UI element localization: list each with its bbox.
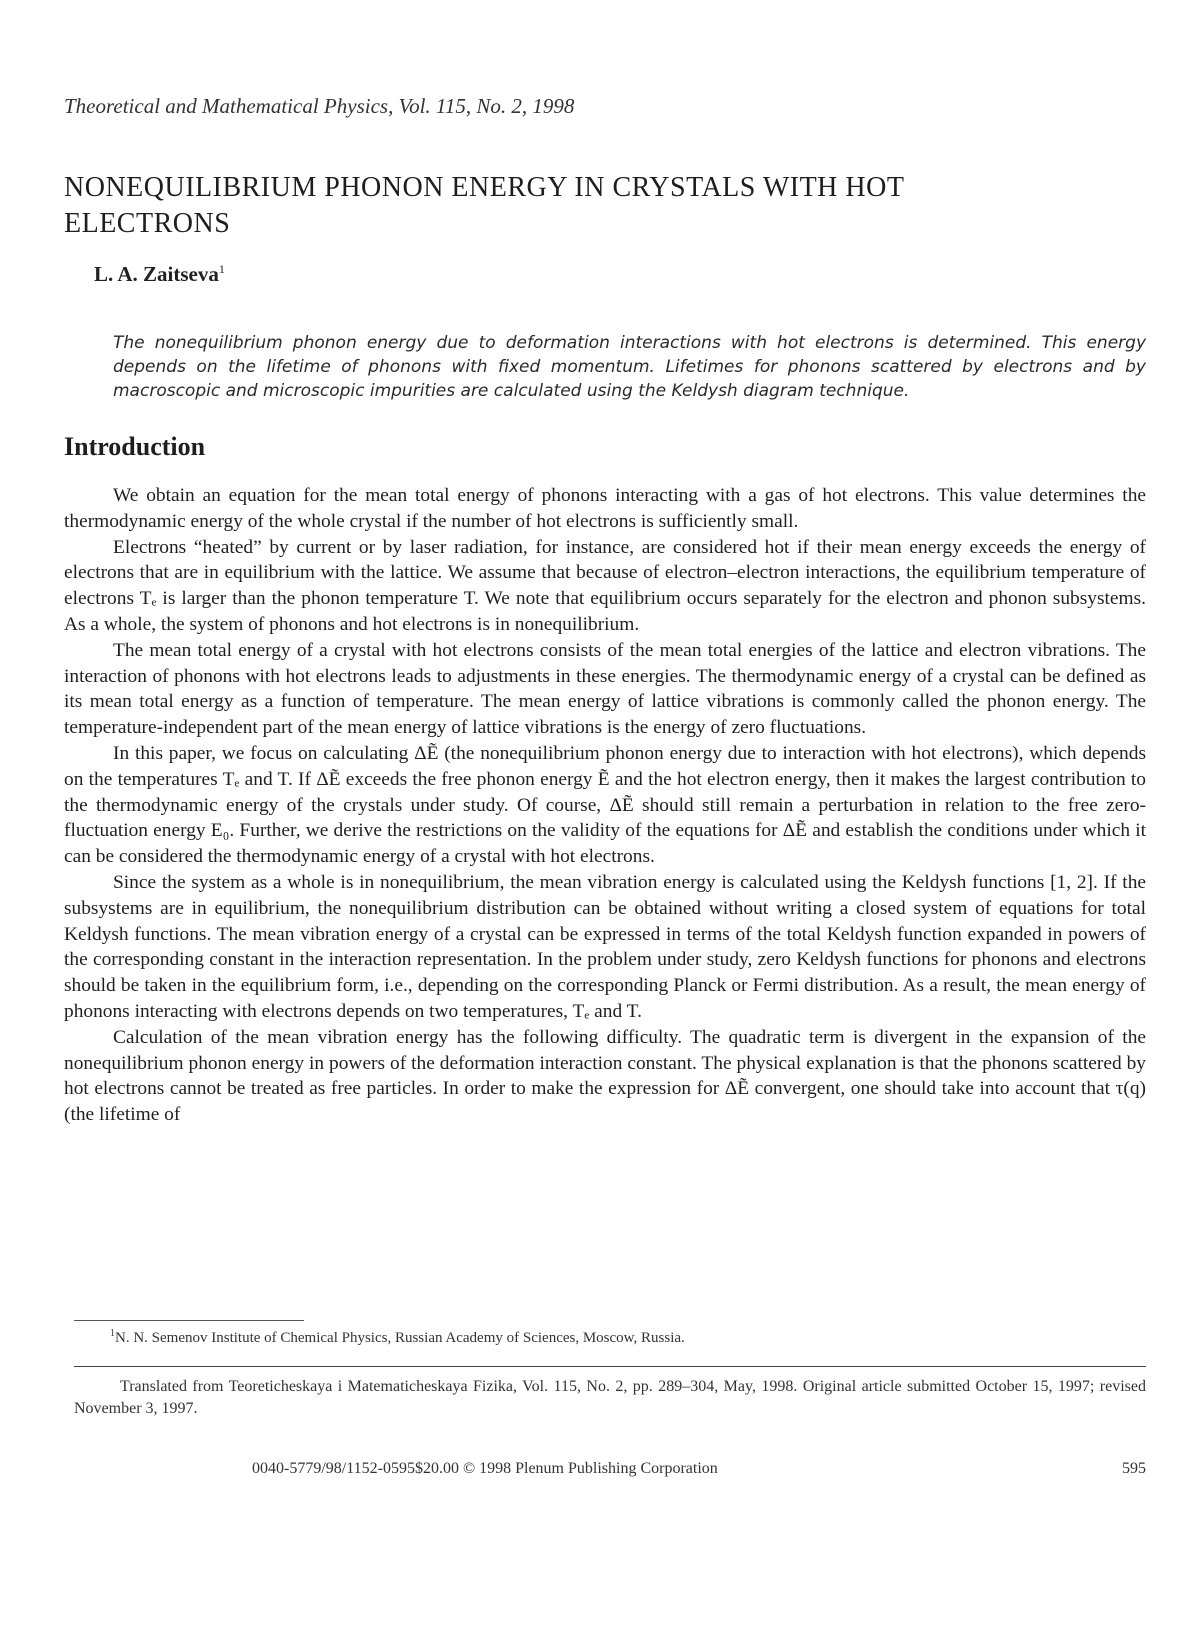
translation-divider — [74, 1366, 1146, 1367]
page-number: 595 — [1122, 1460, 1146, 1477]
author-line — [94, 262, 225, 287]
author-name: L. A. Zaitseva — [94, 262, 219, 286]
journal-citation: Theoretical and Mathematical Physics, Vol. 115, No. 2, 1998 — [64, 94, 575, 118]
paragraph: The mean total energy of a crystal with hot electrons consists of the mean total energies of the lattice and electron vibrations. The interaction of phonons with hot electrons leads to adjustments in these energies. The thermodynamic energy of a crystal can be defined as its mean total energy as a function of temperature. The mean energy of lattice vibrations is commonly called the phonon energy. The temperature-independent part of the mean energy of lattice vibrations is the energy of zero fluctuations. — [64, 639, 1146, 739]
body-text — [64, 483, 1146, 1128]
translation-note: Translated from Teoreticheskaya i Matematicheskaya Fizika, Vol. 115, No. 2, pp. 289–304, May, 1998. Original article submitted October 15, 1997; revised November 3, 1997. — [74, 1378, 1146, 1417]
footnote-mark: 1 — [110, 1328, 115, 1339]
author-footnote-mark: 1 — [218, 262, 225, 276]
paragraph: Since the system as a whole is in nonequilibrium, the mean vibration energy is calculated using the Keldysh functions [1, 2]. If the subsystems are in equilibrium, the nonequilibrium distribution can be obtained without writing a closed system of equations for total Keldysh functions. The mean vibration energy of a crystal can be expressed in terms of the total Keldysh function expanded in powers of the corresponding constant in the interaction representation. In the problem under study, zero Keldysh functions for phonons and electrons should be taken in the equilibrium form, i.e., depending on the corresponding Planck or Fermi distribution. As a result, the mean energy of phonons interacting with electrons depends on two temperatures, Tₑ and T. — [64, 871, 1146, 1022]
paragraph: In this paper, we focus on calculating ΔẼ (the nonequilibrium phonon energy due to interaction with hot electrons), which depends on the temperatures Tₑ and T. If ΔẼ exceeds the free phonon energy Ẽ and the hot electron energy, then it makes the largest contribution to the thermodynamic energy of the crystals under study. Of course, ΔẼ should still remain a perturbation in relation to the free zero-fluctuation energy E₀. Further, we derive the restrictions on the validity of the equations for ΔẼ and establish the conditions under which it can be considered the thermodynamic energy of a crystal with hot electrons. — [64, 742, 1146, 868]
footnote-divider — [74, 1320, 304, 1321]
section-heading: Introduction — [64, 432, 206, 461]
footnote — [110, 1328, 685, 1347]
footnote-text: N. N. Semenov Institute of Chemical Physics, Russian Academy of Sciences, Moscow, Russia. — [115, 1330, 685, 1346]
paragraph: We obtain an equation for the mean total energy of phonons interacting with a gas of hot electrons. This value determines the thermodynamic energy of the whole crystal if the number of hot electrons is sufficiently small. — [64, 485, 1146, 532]
issn-line: 0040-5779/98/1152-0595$20.00 © 1998 Plenum Publishing Corporation — [252, 1460, 718, 1477]
abstract: The nonequilibrium phonon energy due to deformation interactions with hot electrons is determined. This energy depends on the lifetime of phonons with fixed momentum. Lifetimes for phonons scattered by electrons and by macroscopic and microscopic impurities are calculated using the Keldysh diagram technique. — [113, 333, 1146, 401]
paragraph: Calculation of the mean vibration energy has the following difficulty. The quadratic term is divergent in the expansion of the nonequilibrium phonon energy in powers of the deformation interaction constant. The physical explanation is that the phonons scattered by hot electrons cannot be treated as free particles. In order to make the expression for ΔẼ convergent, one should take into account that τ(q) (the lifetime of — [64, 1026, 1146, 1126]
article-title: NONEQUILIBRIUM PHONON ENERGY IN CRYSTALS WITH HOT ELECTRONS — [64, 172, 904, 239]
paragraph: Electrons “heated” by current or by laser radiation, for instance, are considered hot if their mean energy exceeds the energy of electrons that are in equilibrium with the lattice. We assume that because of electron–electron interactions, the equilibrium temperature of electrons Tₑ is larger than the phonon temperature T. We note that equilibrium occurs separately for the electron and phonon subsystems. As a whole, the system of phonons and hot electrons is in nonequilibrium. — [64, 536, 1146, 635]
